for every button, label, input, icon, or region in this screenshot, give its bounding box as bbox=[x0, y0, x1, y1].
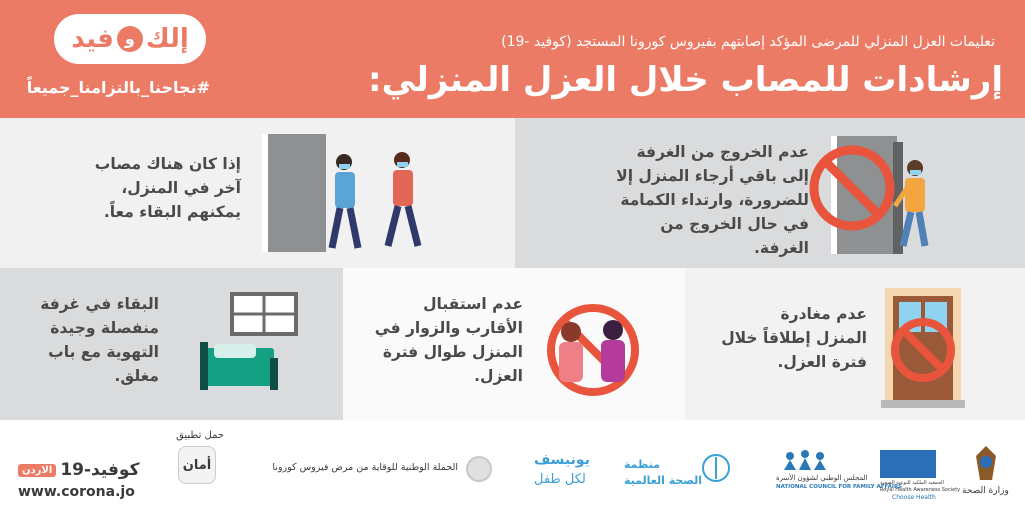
jordan-coat-of-arms-icon bbox=[966, 444, 1006, 484]
footer-partners bbox=[0, 420, 1025, 512]
text-line: منفصلة وجيدة bbox=[50, 319, 159, 337]
text-line: فترة العزل. bbox=[777, 353, 867, 371]
two-people-walking-illustration bbox=[262, 128, 442, 260]
text-line: إذا كان هناك مصاب bbox=[94, 155, 241, 173]
ministry-of-health-label: وزارة الصحة bbox=[962, 486, 1009, 496]
ncfa-name-en: NATIONAL COUNCIL FOR FAMILY AFFAIRS bbox=[776, 484, 903, 490]
aman-app-icon[interactable] bbox=[178, 446, 216, 484]
text-line: يمكنهم البقاء معاً. bbox=[103, 203, 241, 221]
panel-no-leaving-home bbox=[685, 268, 1025, 420]
no-sign-icon bbox=[807, 138, 897, 238]
campaign-name: كوفيد-19 bbox=[60, 460, 140, 480]
header-banner bbox=[0, 0, 1025, 118]
choose-health-label: Choose Health bbox=[892, 494, 936, 501]
text-line: في حال الخروج من bbox=[660, 215, 809, 233]
text-line: عدم استقبال bbox=[423, 295, 523, 313]
text-line: للضرورة، وارتداء الكمامة bbox=[620, 191, 809, 209]
panel-another-patient bbox=[0, 118, 515, 268]
bed-window-illustration bbox=[198, 290, 302, 394]
text-line: مغلق. bbox=[114, 367, 159, 385]
panel-separate-room bbox=[0, 268, 343, 420]
rhas-name-ar: الجمعية الملكية للتوعية الصحية bbox=[880, 480, 944, 486]
panel-no-visitors bbox=[343, 268, 685, 420]
front-door-no-sign-illustration bbox=[881, 284, 965, 412]
rhas-logo bbox=[880, 450, 936, 478]
panel-separate-room-text bbox=[40, 292, 159, 388]
panel-no-leaving-room bbox=[515, 118, 1025, 268]
ncfa-logo-icon bbox=[782, 448, 828, 472]
text-line: عدم مغادرة bbox=[780, 305, 867, 323]
ncfa-name-ar: المجلس الوطني لشؤون الأسرة bbox=[776, 474, 868, 482]
national-campaign-text: الحملة الوطنية للوقاية من مرض فيروس كورونا bbox=[272, 462, 458, 473]
text-line: الغرفة. bbox=[754, 239, 809, 257]
unicef-tagline: لكل طفل bbox=[534, 472, 586, 487]
text-line: البقاء في غرفة bbox=[40, 295, 159, 313]
who-line-1: منظمة bbox=[624, 458, 661, 471]
panel-another-patient-text bbox=[95, 152, 241, 224]
logo-word-right: إلك bbox=[145, 24, 189, 54]
website-link[interactable]: www.corona.jo bbox=[18, 484, 135, 500]
country-badge: الاردن bbox=[18, 464, 56, 477]
virus-icon bbox=[464, 454, 494, 484]
campaign-logo bbox=[54, 14, 206, 64]
text-line: العزل. bbox=[474, 367, 523, 385]
hashtag: #نجاحنا_بالتزامنا_جميعاً bbox=[26, 78, 210, 97]
app-name: أمان bbox=[182, 457, 212, 473]
text-line: إلى باقي أرجاء المنزل إلا bbox=[616, 167, 809, 185]
panel-no-visitors-text bbox=[375, 292, 523, 388]
text-line: المنزل طوال فترة bbox=[382, 343, 523, 361]
who-line-2: الصحة العالمية bbox=[624, 474, 703, 487]
logo-connector: و bbox=[117, 26, 143, 52]
two-women-no-sign-illustration bbox=[543, 300, 643, 404]
text-line: الأقارب والزوار في bbox=[374, 319, 523, 337]
rhas-name-en: Royal Health Awareness Society bbox=[880, 487, 961, 493]
logo-word-left: فيد bbox=[71, 24, 114, 54]
header-subtitle: تعليمات العزل المنزلي للمرضى المؤكد إصابتهم بفيروس كورونا المستجد (كوفيد -19) bbox=[501, 34, 995, 50]
text-line: التهوية مع باب bbox=[48, 343, 159, 361]
page-title: إرشادات للمصاب خلال العزل المنزلي: bbox=[367, 60, 1003, 100]
text-line: آخر في المنزل، bbox=[121, 179, 241, 197]
panel-no-leaving-home-text bbox=[721, 302, 867, 374]
app-prompt: حمل تطبيق bbox=[176, 430, 225, 441]
unicef-name: يونيسف bbox=[534, 452, 590, 468]
text-line: المنزل إطلاقاً خلال bbox=[721, 329, 867, 347]
corona-jo-brand bbox=[18, 460, 139, 480]
who-emblem-icon bbox=[700, 452, 732, 484]
panel-no-leaving-room-text bbox=[616, 140, 809, 260]
text-line: عدم الخروج من الغرفة bbox=[636, 143, 809, 161]
